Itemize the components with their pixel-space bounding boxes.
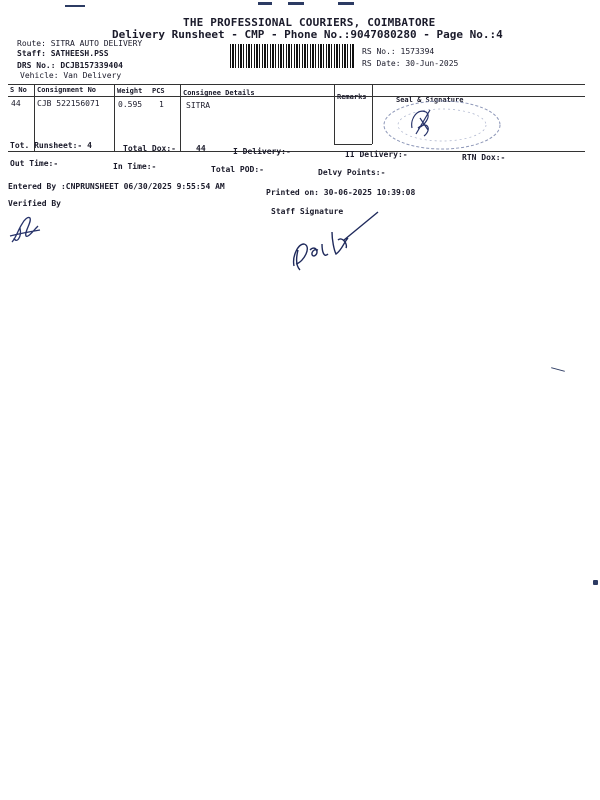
rs-date: RS Date: 30-Jun-2025 xyxy=(362,59,459,68)
scan-mark xyxy=(65,5,85,7)
staff-label: Staff: SATHEESH.PSS xyxy=(17,49,109,58)
cell-consignment: CJB 522156071 xyxy=(37,99,100,108)
rs-number: RS No.: 1573394 xyxy=(362,47,435,56)
company-title: THE PROFESSIONAL COURIERS, COIMBATORE xyxy=(183,16,436,29)
drs-label: DRS No.: DCJB157339404 xyxy=(17,61,123,70)
cell-weight: 0.595 xyxy=(118,100,143,109)
col-header-seal: Seal & Signature xyxy=(396,96,464,104)
col-header-consignee: Consignee Details xyxy=(183,89,255,97)
col-header-weight: Weight xyxy=(117,87,143,95)
verified-by: Verified By xyxy=(8,199,61,208)
total-dox-label: Total Dox:- xyxy=(123,144,176,153)
col-header-remarks: Remarks xyxy=(337,93,367,101)
vehicle-label: Vehicle: Van Delivery xyxy=(20,71,122,80)
verifier-signature xyxy=(6,208,46,248)
entered-by: Entered By :CNPRUNSHEET 06/30/2025 9:55:54 AM xyxy=(8,182,225,191)
total-dox-value: 44 xyxy=(196,144,206,153)
route-label: Route: SITRA AUTO DELIVERY xyxy=(17,39,143,48)
scan-mark xyxy=(338,2,354,5)
runsheet-subtitle: Delivery Runsheet - CMP - Phone No.:9047080280 - Page No.:4 xyxy=(112,28,503,41)
in-time: In Time:- xyxy=(113,162,157,171)
ii-delivery: II Delivery:- xyxy=(345,150,408,159)
scan-mark xyxy=(288,2,304,5)
tot-runsheet: Tot. Runsheet:- 4 xyxy=(10,141,92,150)
barcode xyxy=(230,44,355,68)
staff-signature xyxy=(288,210,388,272)
printed-on: Printed on: 30-06-2025 10:39:08 xyxy=(266,188,416,197)
out-time: Out Time:- xyxy=(10,159,59,168)
staff-signature-label: Staff Signature xyxy=(271,207,344,216)
delvy-points: Delvy Points:- xyxy=(318,168,386,177)
rtn-dox: RTN Dox:- xyxy=(462,153,506,162)
cell-pcs: 1 xyxy=(159,100,164,109)
total-pod: Total POD:- xyxy=(211,165,264,174)
cell-consignee: SITRA xyxy=(186,101,211,110)
cell-sno: 44 xyxy=(11,99,21,108)
seal-stamp xyxy=(370,98,505,158)
col-header-pcs: PCS xyxy=(152,87,165,95)
col-header-consignment: Consignment No xyxy=(37,86,97,94)
col-header-sno: S No xyxy=(10,86,27,94)
i-delivery: I Delivery:- xyxy=(233,147,291,156)
scan-mark xyxy=(593,580,598,585)
scan-mark xyxy=(551,367,565,372)
scan-mark xyxy=(258,2,272,5)
